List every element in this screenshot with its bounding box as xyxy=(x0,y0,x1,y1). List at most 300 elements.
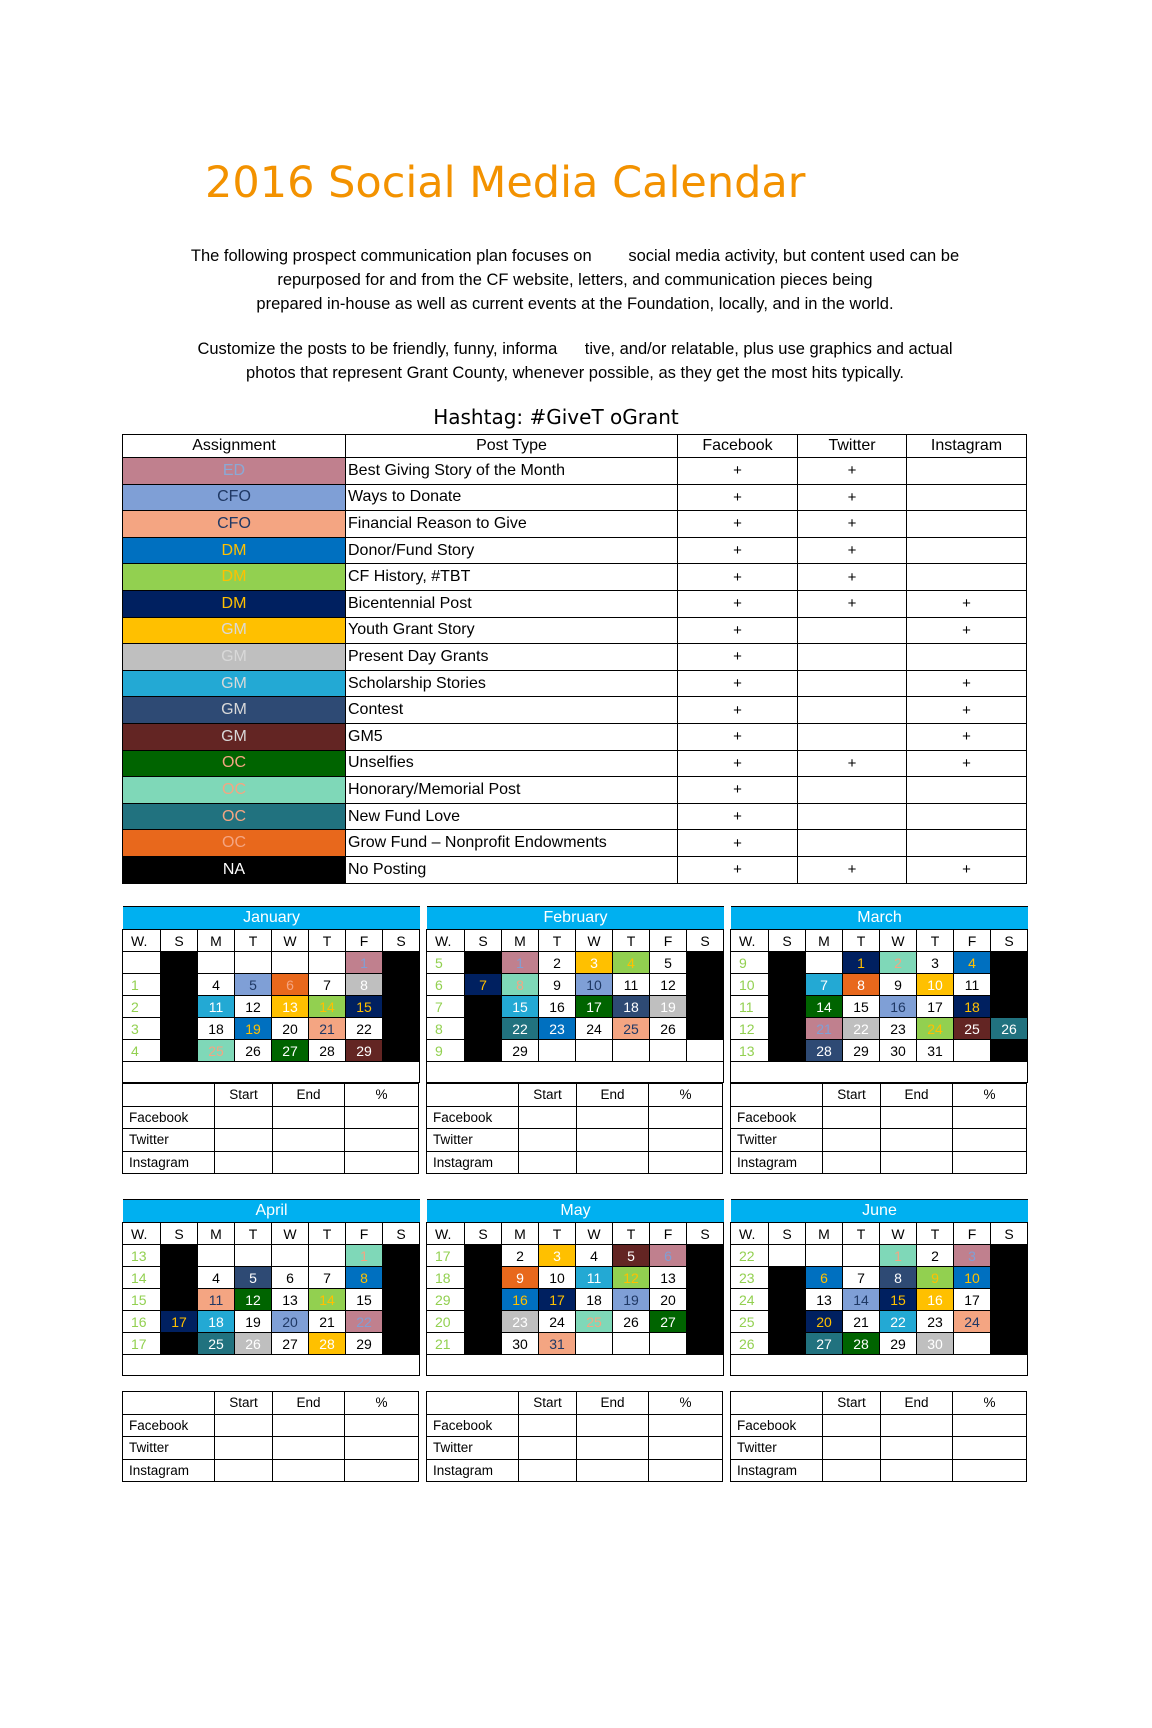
day-cell: 2 xyxy=(502,1245,539,1267)
stats-row-label: Instagram xyxy=(731,1151,823,1174)
stats-header: % xyxy=(649,1392,723,1415)
weekday-header: S xyxy=(161,930,198,952)
day-cell: 6 xyxy=(272,1267,309,1289)
day-cell: 7 xyxy=(843,1267,880,1289)
stats-row xyxy=(123,1459,419,1482)
weekday-header: T xyxy=(539,930,576,952)
day-cell xyxy=(383,1311,420,1333)
stats-value-cell xyxy=(519,1129,577,1152)
weekday-header: T xyxy=(309,930,346,952)
day-cell xyxy=(465,1040,502,1062)
legend-assignment: GM xyxy=(123,670,346,697)
month-stats-table xyxy=(426,1391,723,1482)
day-cell: 13 xyxy=(650,1267,687,1289)
month-calendar-april xyxy=(122,1199,418,1478)
stats-header: Start xyxy=(823,1084,881,1107)
week-row xyxy=(731,996,1028,1018)
month-grid xyxy=(426,1199,724,1376)
intro-line: Customize the posts to be friendly, funny, informa tive, and/or relatable, plus use graphics and actual xyxy=(197,340,953,358)
stats-header: % xyxy=(953,1392,1027,1415)
day-cell: 26 xyxy=(613,1311,650,1333)
legend-post-type: Grow Fund – Nonprofit Endowments xyxy=(346,830,678,857)
week-number: 20 xyxy=(427,1311,465,1333)
legend-assignment: OC xyxy=(123,750,346,777)
day-cell: 8 xyxy=(346,1267,383,1289)
stats-value-cell xyxy=(345,1459,419,1482)
day-cell: 28 xyxy=(806,1040,843,1062)
legend-instagram-mark: + xyxy=(907,723,1027,750)
day-cell: 9 xyxy=(502,1267,539,1289)
day-cell xyxy=(769,1018,806,1040)
day-cell xyxy=(161,1333,198,1355)
day-cell: 18 xyxy=(613,996,650,1018)
day-cell: 4 xyxy=(613,952,650,974)
weekday-header: S xyxy=(465,930,502,952)
day-cell: 12 xyxy=(235,1289,272,1311)
weekday-header: S xyxy=(161,1223,198,1245)
legend-row xyxy=(123,458,1027,485)
legend-facebook-mark: + xyxy=(678,856,798,883)
legend-row xyxy=(123,670,1027,697)
day-cell xyxy=(272,1245,309,1267)
week-number: 15 xyxy=(123,1289,161,1311)
stats-value-cell xyxy=(953,1151,1027,1174)
week-number: 12 xyxy=(731,1018,769,1040)
legend-row xyxy=(123,484,1027,511)
day-cell: 12 xyxy=(613,1267,650,1289)
day-cell: 25 xyxy=(198,1333,235,1355)
stats-row-label: Twitter xyxy=(427,1129,519,1152)
legend-header-facebook: Facebook xyxy=(678,435,798,458)
week-row xyxy=(123,1289,420,1311)
week-number-header: W. xyxy=(123,930,161,952)
day-cell: 26 xyxy=(235,1333,272,1355)
day-cell: 18 xyxy=(198,1018,235,1040)
stats-value-cell xyxy=(881,1129,953,1152)
day-cell: 2 xyxy=(539,952,576,974)
day-cell: 15 xyxy=(843,996,880,1018)
day-cell: 28 xyxy=(843,1333,880,1355)
stats-row-label: Instagram xyxy=(123,1459,215,1482)
day-cell: 9 xyxy=(539,974,576,996)
month-calendar-february xyxy=(426,906,722,1170)
stats-row xyxy=(731,1414,1027,1437)
spacer-cell xyxy=(427,1062,724,1083)
weekday-header: S xyxy=(687,1223,724,1245)
legend-twitter-mark xyxy=(798,803,907,830)
stats-header-row xyxy=(427,1084,723,1107)
day-cell: 20 xyxy=(806,1311,843,1333)
stats-row xyxy=(427,1459,723,1482)
week-number: 9 xyxy=(731,952,769,974)
intro-paragraph-1 xyxy=(150,244,1000,316)
week-number-header: W. xyxy=(731,930,769,952)
week-row xyxy=(427,952,724,974)
day-cell: 1 xyxy=(346,1245,383,1267)
weekday-header: W xyxy=(272,930,309,952)
legend-facebook-mark: + xyxy=(678,458,798,485)
legend-facebook-mark: + xyxy=(678,750,798,777)
month-header-fill xyxy=(346,907,420,930)
weekday-header: F xyxy=(346,1223,383,1245)
weekday-header: M xyxy=(198,930,235,952)
weekday-header: W xyxy=(272,1223,309,1245)
weekday-header: S xyxy=(769,1223,806,1245)
stats-value-cell xyxy=(649,1106,723,1129)
day-cell xyxy=(769,1333,806,1355)
day-cell xyxy=(687,1018,724,1040)
day-cell: 15 xyxy=(346,996,383,1018)
week-number: 2 xyxy=(123,996,161,1018)
day-cell xyxy=(309,1245,346,1267)
spacer-cell xyxy=(427,1355,724,1376)
stats-row-label: Twitter xyxy=(123,1437,215,1460)
stats-header xyxy=(123,1084,215,1107)
stats-row-label: Facebook xyxy=(731,1106,823,1129)
stats-value-cell xyxy=(823,1129,881,1152)
stats-header: % xyxy=(953,1084,1027,1107)
week-row xyxy=(123,952,420,974)
week-number: 22 xyxy=(731,1245,769,1267)
day-cell: 10 xyxy=(954,1267,991,1289)
week-number: 25 xyxy=(731,1311,769,1333)
intro-line: photos that represent Grant County, whenever possible, as they get the most hits typically. xyxy=(246,364,904,382)
week-row xyxy=(427,1018,724,1040)
day-cell: 29 xyxy=(346,1333,383,1355)
stats-value-cell xyxy=(519,1459,577,1482)
stats-value-cell xyxy=(273,1459,345,1482)
day-cell: 7 xyxy=(806,974,843,996)
weekday-header: T xyxy=(843,930,880,952)
stats-header: % xyxy=(345,1084,419,1107)
month-header-fill xyxy=(346,1200,420,1223)
stats-value-cell xyxy=(345,1414,419,1437)
day-cell: 29 xyxy=(346,1040,383,1062)
legend-row xyxy=(123,564,1027,591)
weekday-header-row xyxy=(123,930,420,952)
day-cell xyxy=(383,1018,420,1040)
legend-instagram-mark xyxy=(907,484,1027,511)
stats-value-cell xyxy=(577,1414,649,1437)
legend-facebook-mark: + xyxy=(678,617,798,644)
stats-value-cell xyxy=(649,1437,723,1460)
weekday-header: F xyxy=(650,930,687,952)
day-cell xyxy=(198,1245,235,1267)
week-row xyxy=(123,974,420,996)
day-cell: 1 xyxy=(502,952,539,974)
day-cell: 13 xyxy=(806,1289,843,1311)
stats-header: Start xyxy=(823,1392,881,1415)
month-header-row xyxy=(123,1200,420,1223)
week-row xyxy=(731,1289,1028,1311)
legend-post-type: Financial Reason to Give xyxy=(346,511,678,538)
week-row xyxy=(731,1018,1028,1040)
week-number: 17 xyxy=(123,1333,161,1355)
day-cell: 13 xyxy=(272,1289,309,1311)
day-cell: 30 xyxy=(917,1333,954,1355)
stats-row xyxy=(731,1129,1027,1152)
legend-assignment: DM xyxy=(123,537,346,564)
day-cell: 17 xyxy=(954,1289,991,1311)
day-cell: 10 xyxy=(539,1267,576,1289)
legend-twitter-mark: + xyxy=(798,750,907,777)
day-cell: 19 xyxy=(235,1311,272,1333)
day-cell: 4 xyxy=(198,1267,235,1289)
week-row xyxy=(427,1333,724,1355)
stats-row-label: Twitter xyxy=(731,1129,823,1152)
day-cell xyxy=(991,1311,1028,1333)
day-cell xyxy=(769,1311,806,1333)
weekday-header: F xyxy=(346,930,383,952)
day-cell: 13 xyxy=(272,996,309,1018)
week-number: 21 xyxy=(427,1333,465,1355)
week-row xyxy=(123,1018,420,1040)
weekday-header: T xyxy=(613,1223,650,1245)
day-cell xyxy=(465,1245,502,1267)
day-cell xyxy=(465,1018,502,1040)
day-cell xyxy=(991,974,1028,996)
day-cell xyxy=(383,1040,420,1062)
legend-row xyxy=(123,590,1027,617)
day-cell: 22 xyxy=(843,1018,880,1040)
stats-value-cell xyxy=(577,1151,649,1174)
day-cell: 31 xyxy=(917,1040,954,1062)
stats-value-cell xyxy=(345,1151,419,1174)
weekday-header: T xyxy=(539,1223,576,1245)
legend-assignment: OC xyxy=(123,830,346,857)
day-cell: 30 xyxy=(880,1040,917,1062)
weekday-header: T xyxy=(613,930,650,952)
stats-header: End xyxy=(273,1392,345,1415)
legend-facebook-mark: + xyxy=(678,564,798,591)
stats-header-row xyxy=(123,1084,419,1107)
day-cell: 29 xyxy=(502,1040,539,1062)
stats-row-label: Instagram xyxy=(427,1459,519,1482)
stats-row-label: Facebook xyxy=(731,1414,823,1437)
day-cell: 1 xyxy=(346,952,383,974)
day-cell: 14 xyxy=(309,1289,346,1311)
legend-instagram-mark xyxy=(907,830,1027,857)
stats-value-cell xyxy=(215,1106,273,1129)
day-cell: 3 xyxy=(917,952,954,974)
legend-instagram-mark: + xyxy=(907,856,1027,883)
stats-value-cell xyxy=(577,1459,649,1482)
month-name: June xyxy=(806,1200,954,1223)
day-cell xyxy=(991,996,1028,1018)
stats-header-row xyxy=(123,1392,419,1415)
month-header-row xyxy=(731,1200,1028,1223)
legend-row xyxy=(123,697,1027,724)
legend-header-row xyxy=(123,435,1027,458)
day-cell: 16 xyxy=(502,1289,539,1311)
stats-row xyxy=(427,1151,723,1174)
month-grid xyxy=(122,1199,420,1376)
stats-value-cell xyxy=(519,1414,577,1437)
legend-assignment: DM xyxy=(123,590,346,617)
legend-facebook-mark: + xyxy=(678,777,798,804)
day-cell: 17 xyxy=(539,1289,576,1311)
week-number-header: W. xyxy=(731,1223,769,1245)
month-name: April xyxy=(198,1200,346,1223)
legend-facebook-mark: + xyxy=(678,697,798,724)
week-number: 23 xyxy=(731,1267,769,1289)
week-row xyxy=(427,996,724,1018)
day-cell: 22 xyxy=(346,1018,383,1040)
day-cell: 19 xyxy=(613,1289,650,1311)
day-cell: 11 xyxy=(576,1267,613,1289)
day-cell xyxy=(806,1245,843,1267)
legend-post-type: No Posting xyxy=(346,856,678,883)
legend-post-type: CF History, #TBT xyxy=(346,564,678,591)
day-cell: 18 xyxy=(954,996,991,1018)
day-cell: 16 xyxy=(917,1289,954,1311)
weekday-header: W xyxy=(880,930,917,952)
day-cell xyxy=(272,952,309,974)
month-stats-table xyxy=(426,1083,723,1174)
stats-row xyxy=(123,1414,419,1437)
weekday-header: S xyxy=(383,930,420,952)
week-row xyxy=(731,1245,1028,1267)
day-cell: 5 xyxy=(235,974,272,996)
legend-assignment: CFO xyxy=(123,484,346,511)
weekday-header-row xyxy=(731,1223,1028,1245)
day-cell xyxy=(991,1267,1028,1289)
legend-post-type: GM5 xyxy=(346,723,678,750)
day-cell: 29 xyxy=(843,1040,880,1062)
legend-row xyxy=(123,617,1027,644)
stats-value-cell xyxy=(519,1106,577,1129)
stats-header: % xyxy=(649,1084,723,1107)
month-name: May xyxy=(502,1200,650,1223)
legend-twitter-mark: + xyxy=(798,537,907,564)
legend-twitter-mark xyxy=(798,644,907,671)
spacer-cell xyxy=(123,1355,420,1376)
legend-row xyxy=(123,830,1027,857)
month-header-fill xyxy=(650,1200,724,1223)
stats-row-label: Twitter xyxy=(427,1437,519,1460)
stats-row xyxy=(731,1437,1027,1460)
weekday-header: M xyxy=(502,930,539,952)
day-cell: 20 xyxy=(272,1311,309,1333)
day-cell xyxy=(991,1289,1028,1311)
stats-header xyxy=(123,1392,215,1415)
day-cell xyxy=(465,1311,502,1333)
month-header-fill xyxy=(954,1200,1028,1223)
legend-instagram-mark: + xyxy=(907,590,1027,617)
legend-post-type: New Fund Love xyxy=(346,803,678,830)
month-header-row xyxy=(427,1200,724,1223)
month-stats-table xyxy=(122,1391,419,1482)
legend-instagram-mark xyxy=(907,511,1027,538)
stats-row-label: Facebook xyxy=(427,1414,519,1437)
stats-value-cell xyxy=(881,1151,953,1174)
day-cell: 9 xyxy=(917,1267,954,1289)
day-cell xyxy=(650,1040,687,1062)
week-number: 1 xyxy=(123,974,161,996)
legend-assignment: DM xyxy=(123,564,346,591)
month-name: January xyxy=(198,907,346,930)
stats-value-cell xyxy=(577,1129,649,1152)
day-cell xyxy=(465,952,502,974)
month-header-fill xyxy=(731,907,806,930)
week-number: 3 xyxy=(123,1018,161,1040)
day-cell: 8 xyxy=(880,1267,917,1289)
stats-header: Start xyxy=(215,1084,273,1107)
day-cell xyxy=(769,1289,806,1311)
month-header-row xyxy=(123,907,420,930)
day-cell xyxy=(991,1245,1028,1267)
legend-twitter-mark: + xyxy=(798,590,907,617)
week-number: 9 xyxy=(427,1040,465,1062)
stats-value-cell xyxy=(881,1106,953,1129)
legend-twitter-mark: + xyxy=(798,458,907,485)
stats-value-cell xyxy=(953,1106,1027,1129)
day-cell: 17 xyxy=(576,996,613,1018)
week-number: 8 xyxy=(427,1018,465,1040)
day-cell: 2 xyxy=(917,1245,954,1267)
weekday-header-row xyxy=(427,1223,724,1245)
legend-row xyxy=(123,777,1027,804)
week-number: 10 xyxy=(731,974,769,996)
stats-row xyxy=(731,1151,1027,1174)
stats-value-cell xyxy=(215,1459,273,1482)
week-number: 11 xyxy=(731,996,769,1018)
month-calendar-june xyxy=(730,1199,1026,1478)
day-cell xyxy=(687,1311,724,1333)
day-cell: 4 xyxy=(576,1245,613,1267)
legend-facebook-mark: + xyxy=(678,670,798,697)
legend-post-type: Youth Grant Story xyxy=(346,617,678,644)
week-row xyxy=(123,1245,420,1267)
day-cell: 24 xyxy=(954,1311,991,1333)
legend-row xyxy=(123,644,1027,671)
day-cell xyxy=(235,952,272,974)
day-cell: 22 xyxy=(880,1311,917,1333)
weekday-header-row xyxy=(123,1223,420,1245)
day-cell xyxy=(954,1333,991,1355)
day-cell: 15 xyxy=(880,1289,917,1311)
stats-value-cell xyxy=(273,1151,345,1174)
stats-header xyxy=(731,1084,823,1107)
legend-assignment: OC xyxy=(123,777,346,804)
day-cell xyxy=(650,1333,687,1355)
weekday-header: S xyxy=(383,1223,420,1245)
day-cell: 17 xyxy=(161,1311,198,1333)
week-number: 18 xyxy=(427,1267,465,1289)
legend-row xyxy=(123,511,1027,538)
day-cell xyxy=(576,1040,613,1062)
legend-table xyxy=(122,434,1027,884)
week-number: 13 xyxy=(731,1040,769,1062)
stats-header xyxy=(427,1392,519,1415)
day-cell xyxy=(843,1245,880,1267)
legend-twitter-mark xyxy=(798,777,907,804)
month-name: February xyxy=(502,907,650,930)
stats-value-cell xyxy=(823,1151,881,1174)
legend-assignment: OC xyxy=(123,803,346,830)
legend-facebook-mark: + xyxy=(678,644,798,671)
day-cell xyxy=(991,952,1028,974)
weekday-header: T xyxy=(843,1223,880,1245)
month-grid xyxy=(730,906,1028,1083)
hashtag-heading xyxy=(0,405,1152,429)
legend-row xyxy=(123,856,1027,883)
weekday-header: S xyxy=(465,1223,502,1245)
legend-facebook-mark: + xyxy=(678,723,798,750)
stats-header-row xyxy=(731,1084,1027,1107)
week-row xyxy=(731,1311,1028,1333)
legend-post-type: Scholarship Stories xyxy=(346,670,678,697)
